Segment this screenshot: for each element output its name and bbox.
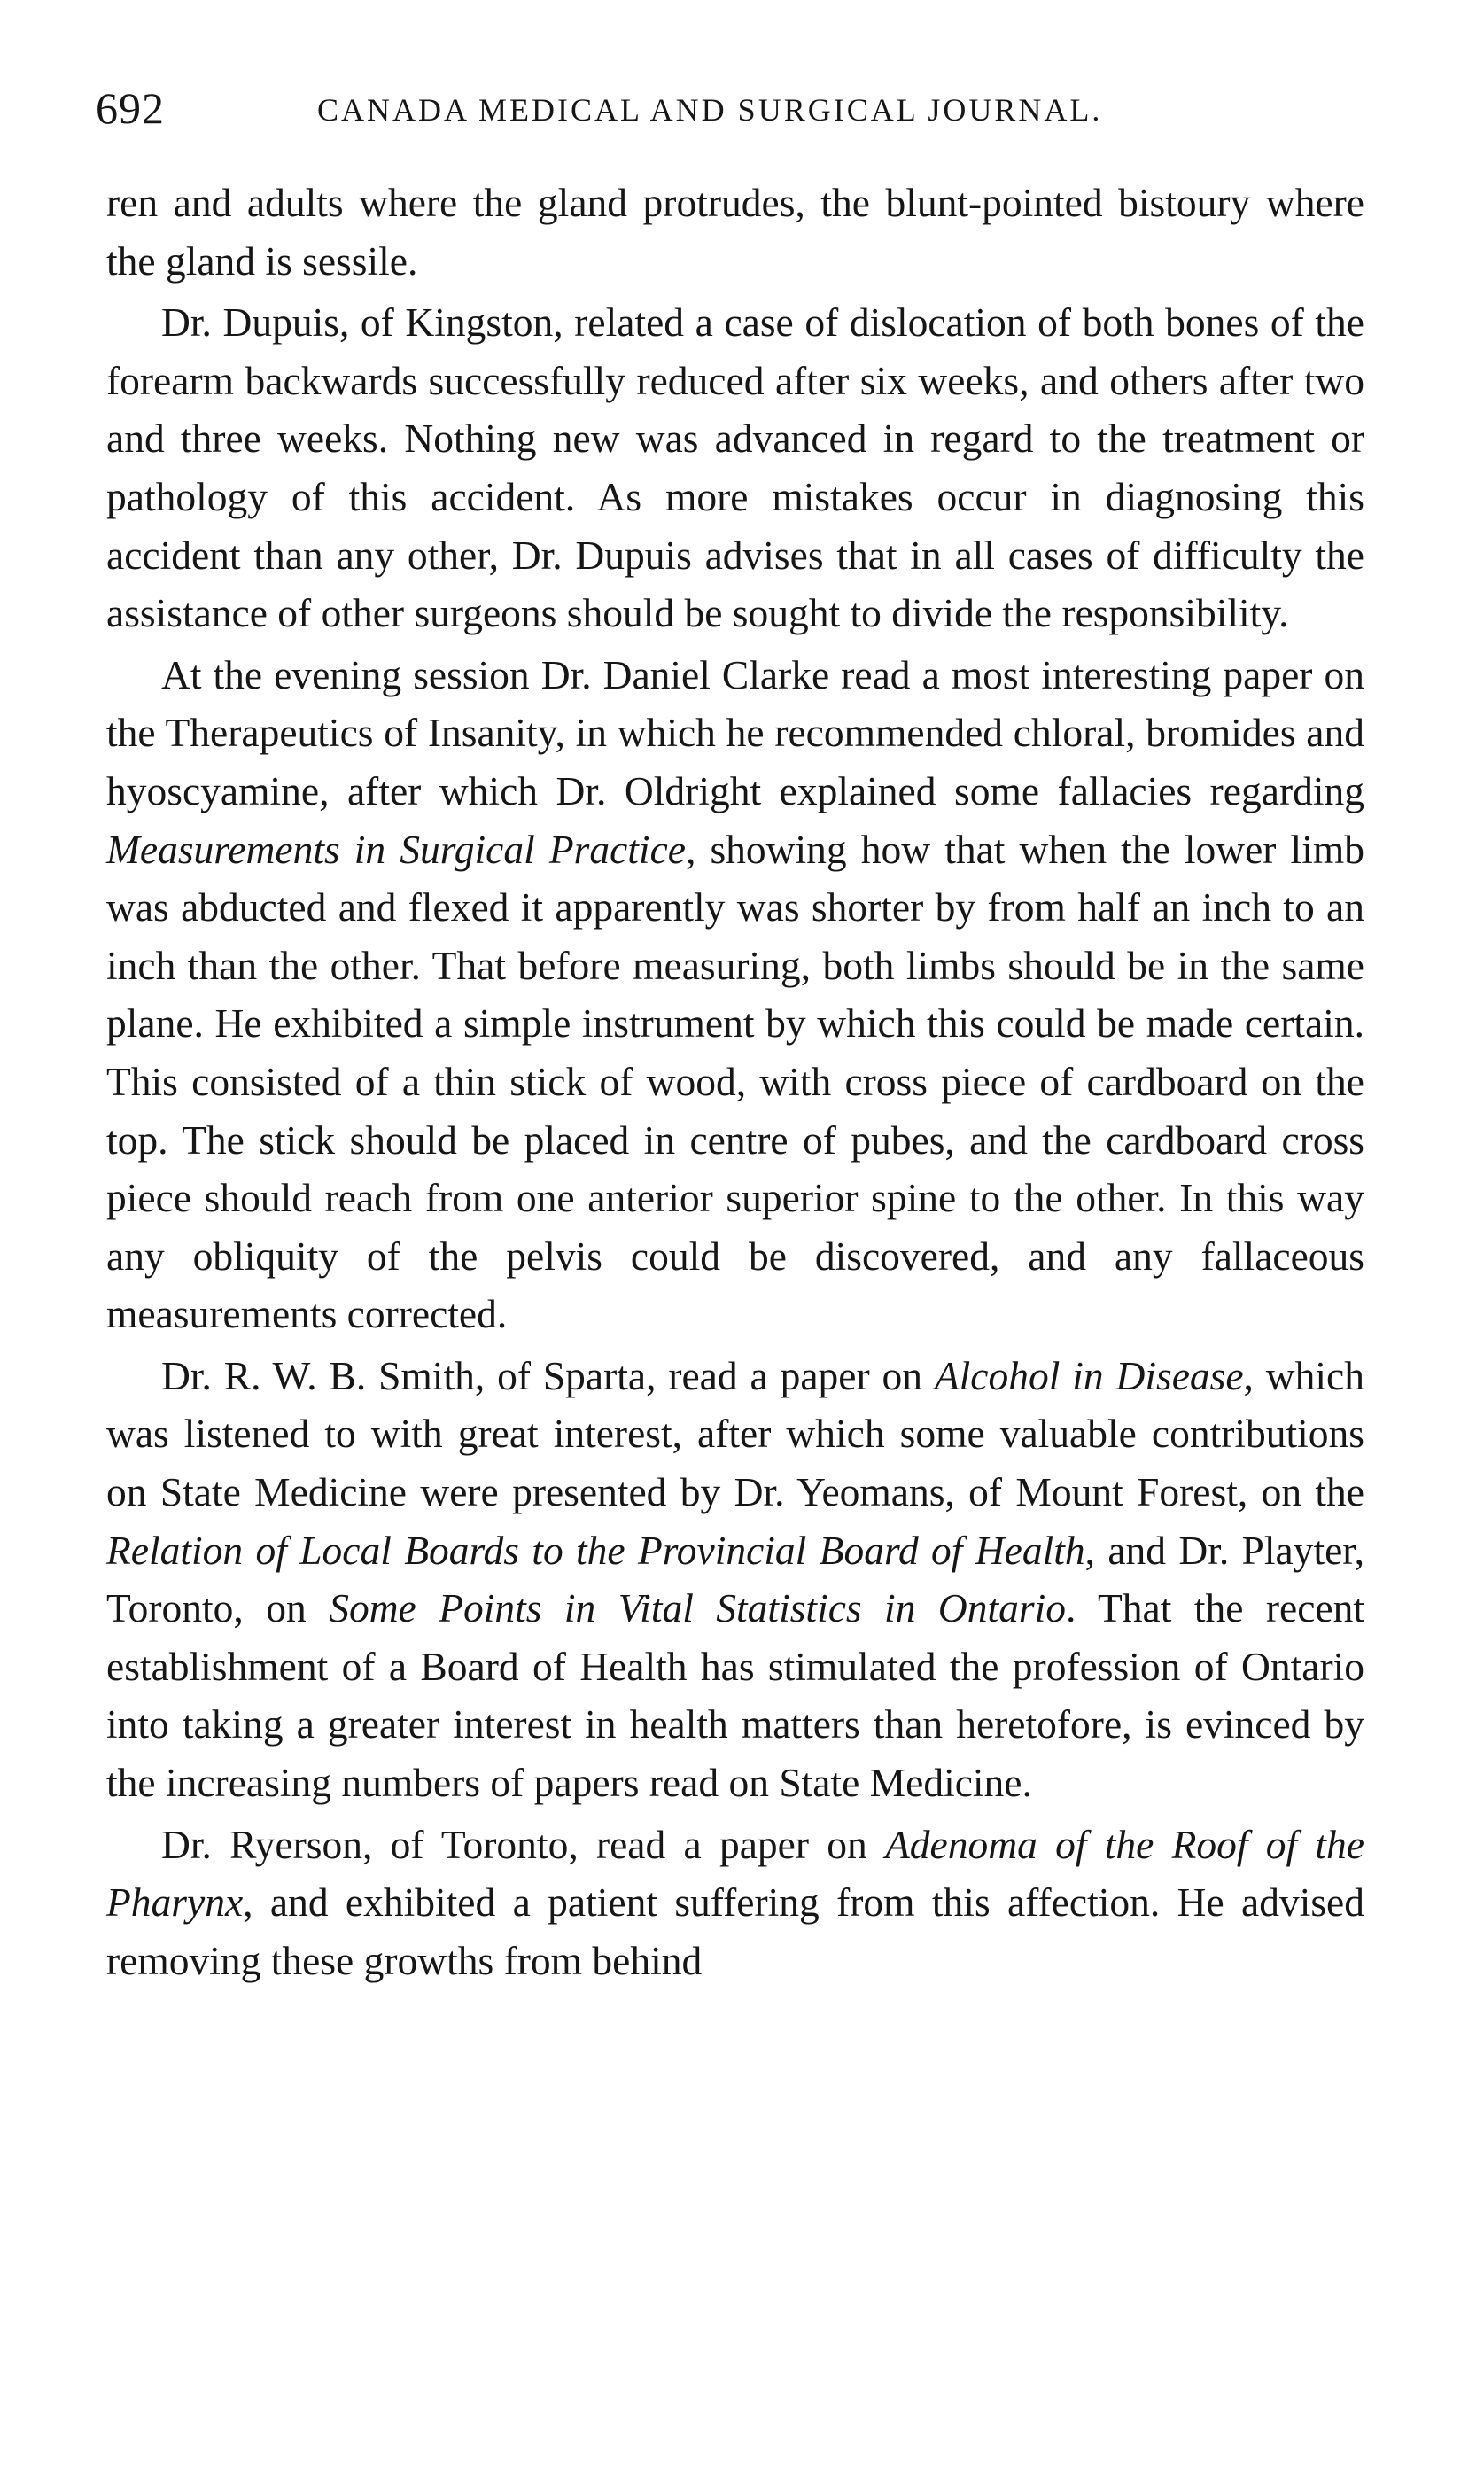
text-run: , showing how that when the lower limb was abducted and flexed it apparently was shorter by from half an inch to an inch than the other. That before measuring, both limbs should be in the same plane. He exhibited a simple instrument by which this could be made certain. This consisted of a thin stick of wood, with cross piece of cardboard on the top. The stick should be placed in centre of pubes, and the cardboard cross piece should reach from one anterior superior spine to the other. In this way any obliquity of the pelvis could be discovered, and any fallaceous measurements corrected. <box>106 826 1364 1337</box>
text-run: Dr. Ryerson, of Toronto, read a paper on <box>161 1821 885 1867</box>
page-number: 692 <box>96 83 165 133</box>
paper-title-italic: Adenoma of the Roof of the Pharynx <box>106 1821 1364 1926</box>
paragraph-continued-from-previous-page <box>106 174 1364 290</box>
journal-title: CANADA MEDICAL AND SURGICAL JOURNAL. <box>317 92 1103 128</box>
text-run: At the evening session Dr. Daniel Clarke read a most interesting paper on the Therapeutics of Insanity, in which he recommended chloral, bromides and hyoscyamine, after which Dr. Oldright explained some fallacies regarding <box>106 651 1364 813</box>
paragraph-smith-state-medicine <box>106 1347 1364 1812</box>
paragraph-ryerson-adenoma <box>106 1816 1364 1990</box>
paper-title-italic: Measurements in Surgical Practice <box>106 826 686 872</box>
running-head <box>96 82 1208 135</box>
paragraph-dupuis-dislocation <box>106 293 1364 642</box>
article-body <box>106 174 1364 1993</box>
paragraph-evening-session <box>106 646 1364 1343</box>
text-run: Dr. Dupuis, of Kingston, related a case of dislocation of both bones of the forearm backwards successfully reduced after six weeks, and others after two and three weeks. Nothing new was advanced in regard to the treatment or pathology of this accident. As more mistakes occur in diagnosing this accident than any other, Dr. Dupuis advises that in all cases of difficulty the assistance of other surgeons should be sought to divide the responsibility. <box>106 300 1364 636</box>
text-run: ren and adults where the gland protrudes, the blunt-pointed bistoury where the gland is sessile. <box>106 180 1364 284</box>
text-run: . That the recent establishment of a Board of Health has stimulated the profession of Ontario into taking a greater interest in health matters than heretofore, is evinced by the increasing numbers of papers read on State Medicine. <box>106 1585 1364 1806</box>
paper-title-italic: Relation of Local Boards to the Provincial Board of Health <box>106 1527 1085 1573</box>
text-run: Dr. R. W. B. Smith, of Sparta, read a paper on <box>161 1352 935 1398</box>
text-run: , which was listened to with great interest, after which some valuable contributions on State Medicine were presented by Dr. Yeomans, of Mount Forest, on the <box>106 1352 1364 1515</box>
text-run: , and exhibited a patient suffering from this affection. He advised removing these growths from behind <box>106 1879 1364 1983</box>
paper-title-italic: Some Points in Vital Statistics in Ontario <box>329 1585 1066 1631</box>
paper-title-italic: Alcohol in Disease <box>934 1352 1244 1398</box>
text-run: , and Dr. Playter, Toronto, on <box>106 1527 1364 1631</box>
